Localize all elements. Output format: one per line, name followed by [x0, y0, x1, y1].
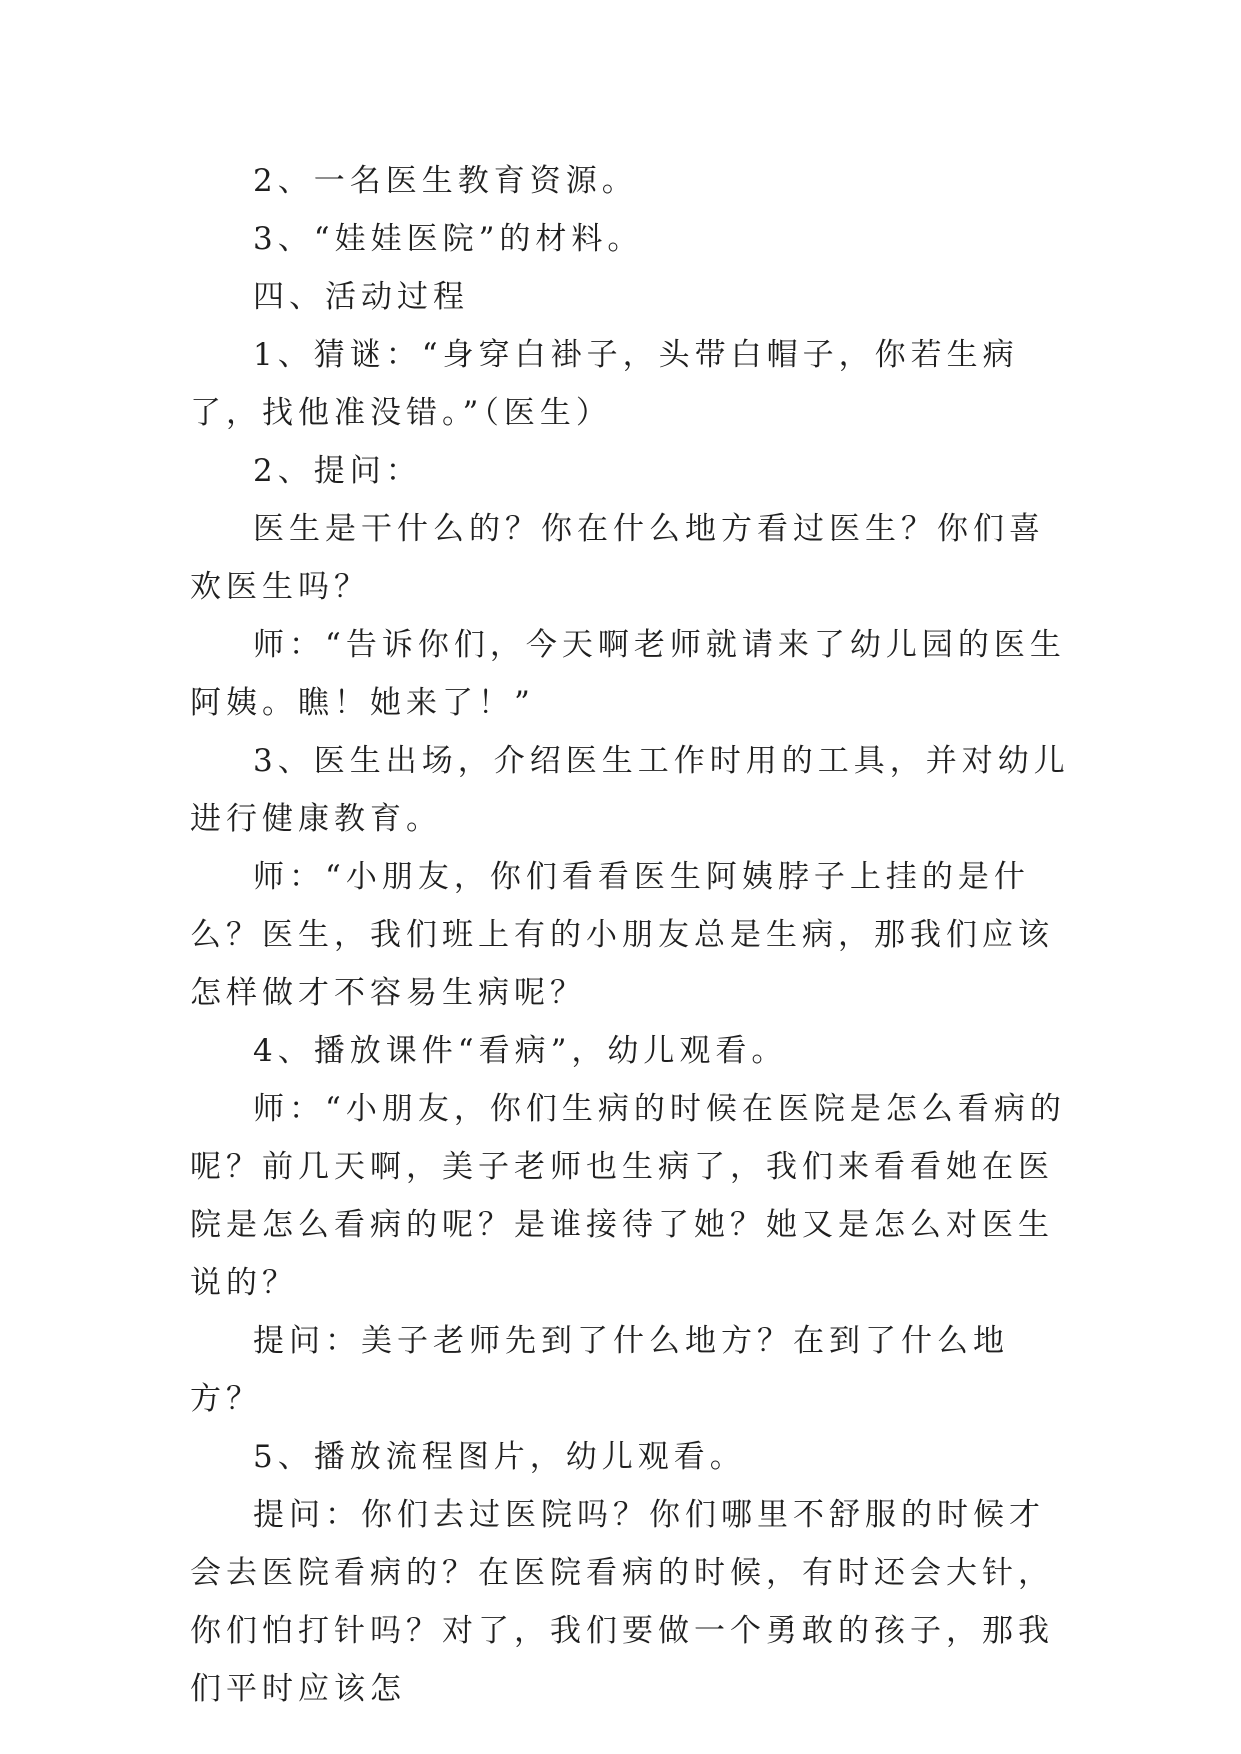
- paragraph-doctor-entrance: 3、医生出场，介绍医生工作时用的工具，并对幼儿进行健康教育。: [190, 743, 1070, 837]
- paragraph-teacher-health-question: 师：“小朋友，你们看看医生阿姨脖子上挂的是什么？医生，我们班上有的小朋友总是生病，那我们应该怎样做才不容易生病呢？: [190, 859, 1054, 1011]
- paragraph-location-question: 提问：美子老师先到了什么地方？在到了什么地方？: [190, 1323, 1009, 1417]
- paragraph-hospital-questions: 提问：你们去过医院吗？你们哪里不舒服的时候才会去医院看病的？在医院看病的时候，有时还会大针，你们怕打针吗？对了，我们要做一个勇敢的孩子，那我们平时应该怎: [190, 1497, 1054, 1707]
- paragraph-play-process-pictures: 5、播放流程图片，幼儿观看。: [253, 1439, 746, 1475]
- paragraph-teacher-introduction: 师：“告诉你们，今天啊老师就请来了幼儿园的医生阿姨。瞧！她来了！”: [190, 627, 1066, 721]
- paragraph-materials-3: 3、“娃娃医院”的材料。: [253, 221, 644, 257]
- paragraph-teacher-hospital-story: 师：“小朋友，你们生病的时候在医院是怎么看病的呢？前几天啊，美子老师也生病了，我们来看看她在医院是怎么看病的呢？是谁接待了她？她又是怎么对医生说的？: [190, 1091, 1066, 1301]
- paragraph-doctor-questions: 医生是干什么的？你在什么地方看过医生？你们喜欢医生吗？: [190, 511, 1045, 605]
- paragraph-materials-2: 2、一名医生教育资源。: [253, 163, 638, 199]
- section-heading-activity-process: 四、活动过程: [253, 279, 469, 315]
- document-body: [190, 152, 1070, 1718]
- paragraph-question-label: 2、提问：: [253, 453, 422, 489]
- paragraph-riddle: 1、猜谜：“身穿白褂子，头带白帽子，你若生病了，找他准没错。”（医生）: [190, 337, 1019, 431]
- paragraph-play-courseware: 4、播放课件“看病”，幼儿观看。: [253, 1033, 788, 1069]
